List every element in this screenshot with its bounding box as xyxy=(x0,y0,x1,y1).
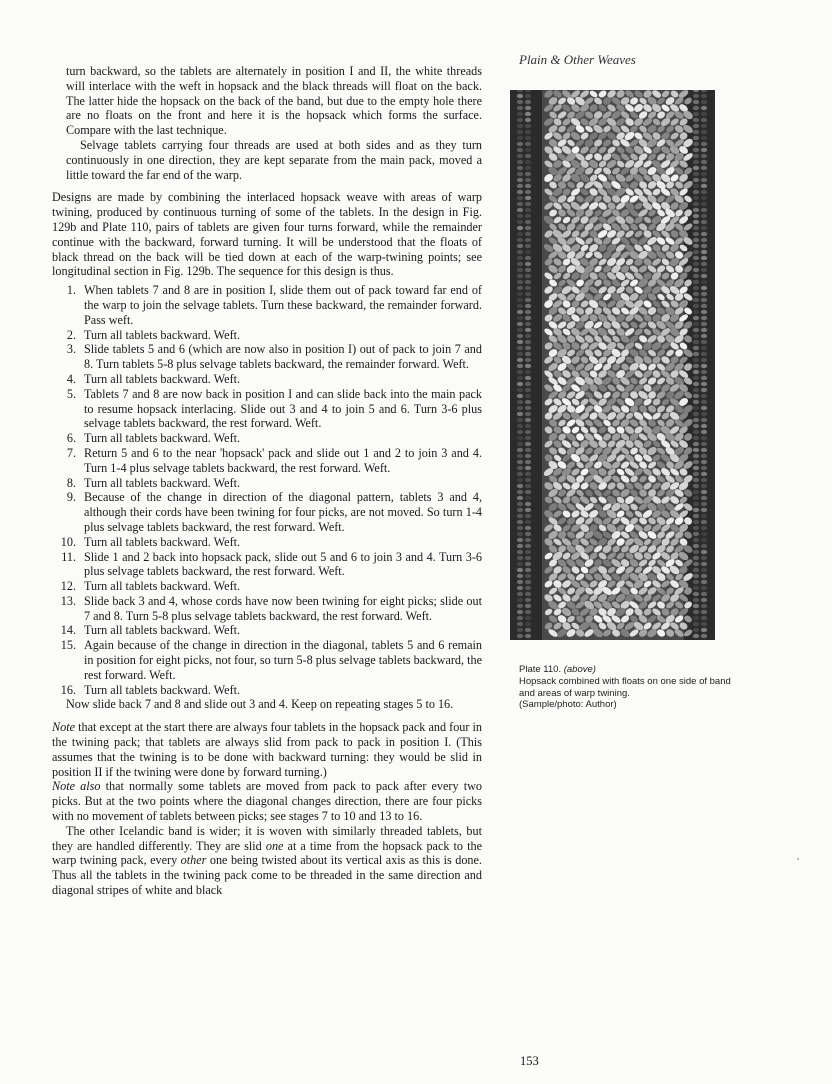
step-number: 9. xyxy=(66,490,76,505)
caption-credit: (Sample/photo: Author) xyxy=(519,699,617,711)
paragraph-selvage: Selvage tablets carrying four threads are used at both sides and as they turn continuously in one direction, they are kept separate from the main pack, moved a little toward the far end of the warp. xyxy=(66,137,482,182)
step-text: Again because of the change in direction in the diagonal, tablets 5 and 6 remain in position for eight picks, not four, so turn 5-8 plus selvage tablets backward, the rest forward. Weft. xyxy=(84,638,482,682)
sequence-step xyxy=(52,594,482,624)
sequence-step xyxy=(52,283,482,327)
sequence-step xyxy=(52,328,482,343)
woven-band-image xyxy=(510,90,715,640)
step-number: 10. xyxy=(60,534,76,549)
caption-body: Hopsack combined with floats on one side of band and areas of warp twining. xyxy=(519,675,731,699)
paragraph-icelandic xyxy=(52,824,482,898)
sequence-step xyxy=(52,387,482,431)
step-text: Turn all tablets backward. Weft. xyxy=(84,623,241,638)
sequence-list xyxy=(52,283,482,697)
step-number: 13. xyxy=(60,593,76,608)
step-number: 1. xyxy=(66,283,76,298)
step-number: 11. xyxy=(61,549,76,564)
step-text: Slide back 3 and 4, whose cords have now been twining for eight picks; slide out 7 and 8. Turn 5-8 plus selvage tablets backward, the rest forward. Weft. xyxy=(84,593,482,623)
step-number: 8. xyxy=(66,475,76,490)
step-text: Turn all tablets backward. Weft. xyxy=(84,534,241,549)
note-also-text: that normally some tablets are moved from pack to pack after every two picks. But at the two points where the diagonal changes direction, there are four picks with no movement of tablets between picks; see stages 7 to 10 and 13 to 16. xyxy=(52,779,482,824)
step-text: Turn all tablets backward. Weft. xyxy=(84,327,241,342)
step-text: Turn all tablets backward. Weft. xyxy=(84,475,241,490)
sequence-tail: Now slide back 7 and 8 and slide out 3 and 4. Keep on repeating stages 5 to 16. xyxy=(66,697,454,712)
running-head: Plain & Other Weaves xyxy=(519,52,636,67)
step-text: Because of the change in direction of the diagonal pattern, tablets 3 and 4, although their cords have been twining for four picks, are not moved. So turn 1-4 plus selvage tablets backward, the rest forward. Weft. xyxy=(84,490,482,534)
step-number: 16. xyxy=(60,682,76,697)
text-run: one being twisted about its vertical axis as this is done. Thus all the tablets in the twining pack come to be threaded in the same direction and diagonal stripes of white and black xyxy=(52,853,482,898)
sequence-step xyxy=(52,683,482,698)
sequence-step xyxy=(52,638,482,682)
sequence-step xyxy=(52,372,482,387)
note-paragraph xyxy=(52,720,482,779)
note-also-label: Note also xyxy=(52,779,101,794)
plate-caption xyxy=(519,664,734,711)
paragraph-continued: turn backward, so the tablets are alternately in position I and II, the white threads will interlace with the weft in hopsack and the black threads will float on the back. The latter hide the hopsack on the back of the band, but due to the empty hole there are no floats on the front and here it is the hopsack which forms the surface. Compare with the last technique. xyxy=(66,64,482,138)
step-text: Turn all tablets backward. Weft. xyxy=(84,579,241,594)
note-text: that except at the start there are always four tablets in the hopsack pack and four in the twining pack; that tablets are always slid from pack to pack in position I. (This assumes that the twining is to be done with backward turning: they would be slid in position II if the twining were done by forward turning.) xyxy=(52,720,482,779)
text-run: at a time from the hopsack pack to the warp twining pack, every xyxy=(52,838,483,868)
sequence-step xyxy=(52,476,482,491)
step-number: 15. xyxy=(60,638,76,653)
sequence-step xyxy=(52,431,482,446)
emphasis-one: one xyxy=(265,838,284,853)
step-text: Turn all tablets backward. Weft. xyxy=(84,682,241,697)
note-also-paragraph xyxy=(52,779,482,823)
caption-position: (above) xyxy=(563,664,596,675)
main-text-column xyxy=(52,64,482,898)
step-text: Slide tablets 5 and 6 (which are now also in position I) out of pack to join 7 and 8. Turn tablets 5-8 plus selvage tablets backward, the remainder forward. Weft. xyxy=(84,342,482,372)
sequence-step xyxy=(52,623,482,638)
step-text: Tablets 7 and 8 are now back in position I and can slide back into the main pack to resume hopsack interlacing. Slide out 3 and 4 to join 5 and 6. Turn 3-6 plus selvage tablets backward, the rest forward. Weft. xyxy=(84,386,482,431)
step-text: Return 5 and 6 to the near 'hopsack' pack and slide out 1 and 2 to join 3 and 4. Turn 1-4 plus selvage tablets backward, the rest forward. Weft. xyxy=(84,445,482,475)
page-number: 153 xyxy=(520,1054,539,1068)
emphasis-other: other xyxy=(180,853,207,868)
text-run: The other Icelandic band is wider; it is woven with similarly threaded tablets, but they are handled differently. They are slid xyxy=(52,823,482,853)
step-number: 5. xyxy=(66,386,76,401)
step-number: 7. xyxy=(66,445,76,460)
step-number: 4. xyxy=(66,371,76,386)
sequence-step xyxy=(52,490,482,534)
sequence-step xyxy=(52,446,482,476)
step-text: Turn all tablets backward. Weft. xyxy=(84,431,241,446)
step-number: 3. xyxy=(66,342,76,357)
plate-110-photo xyxy=(510,90,715,640)
caption-title: Plate 110. xyxy=(519,664,562,675)
paragraph-designs: Designs are made by combining the interlaced hopsack weave with areas of warp twining, produced by continuous turning of some of the tablets. In the design in Fig. 129b and Plate 110, pairs of tablets are given four turns forward, while the remainder continue with the backward, forward turning. It will be understood that the floats of black thread on the back will be tied down at each of the warp-twining points; see longitudinal section in Fig. 129b. The sequence for this design is thus. xyxy=(52,190,482,279)
step-text: When tablets 7 and 8 are in position I, slide them out of pack toward far end of the warp to join the selvage tablets. Turn these backward, the remainder forward. Pass weft. xyxy=(84,283,482,327)
step-number: 6. xyxy=(66,431,76,446)
sequence-step xyxy=(52,550,482,580)
step-number: 14. xyxy=(60,623,76,638)
sequence-step xyxy=(52,342,482,372)
sequence-step xyxy=(52,579,482,594)
paper-speck xyxy=(797,858,799,860)
step-text: Turn all tablets backward. Weft. xyxy=(84,371,241,386)
step-number: 2. xyxy=(66,327,76,342)
step-number: 12. xyxy=(60,579,76,594)
sequence-step xyxy=(52,535,482,550)
step-text: Slide 1 and 2 back into hopsack pack, slide out 5 and 6 to join 3 and 4. Turn 3-6 plus selvage tablets backward, the rest forward. Weft. xyxy=(84,549,482,579)
note-label: Note xyxy=(52,720,76,735)
